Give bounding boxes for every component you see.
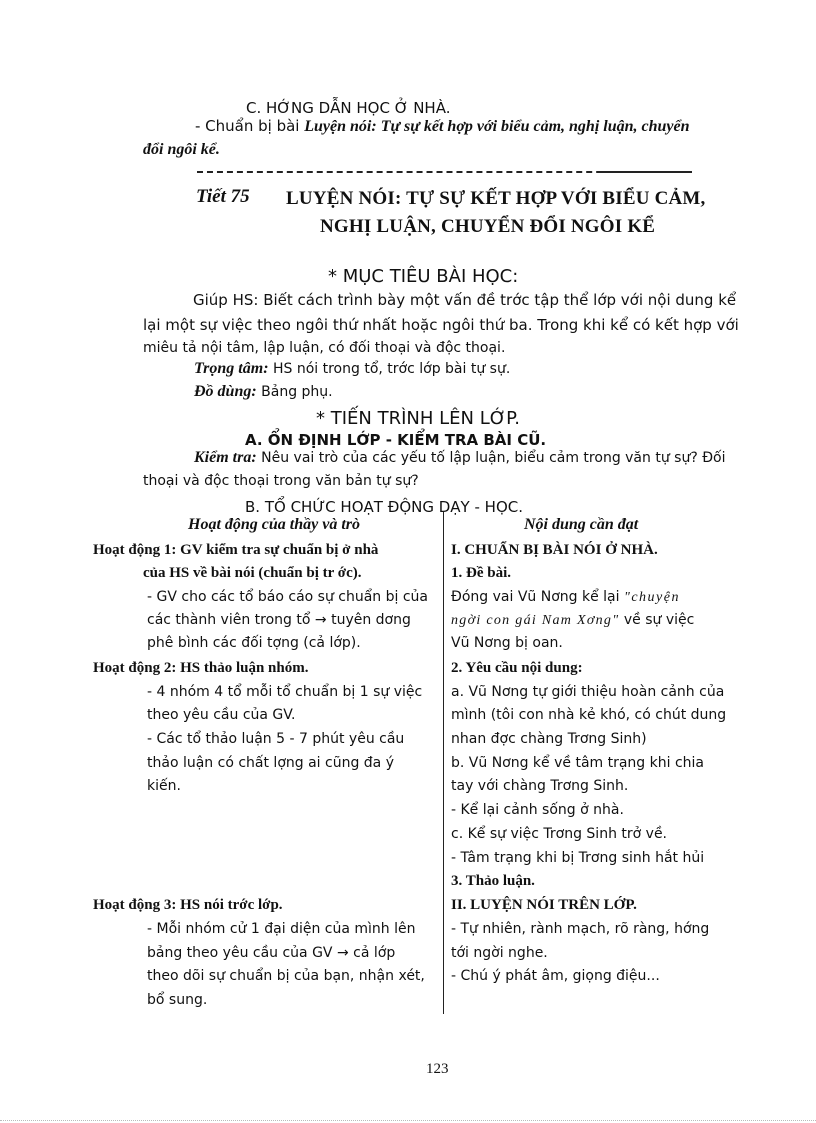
- right-2-line-4: b. Vũ Nơng kể về tâm trạng khi chia: [451, 755, 705, 771]
- section-a-heading: A. ỔN ĐỊNH LỚP - KIỂM TRA BÀI CŨ.: [245, 431, 547, 449]
- section-b-heading: B. TỔ CHỨC HOẠT ĐỘNG DẠY - HỌC.: [245, 498, 523, 516]
- check-label: Kiểm tra:: [194, 449, 257, 466]
- activity-1-line-2a: các thành viên trong tổ: [147, 612, 315, 628]
- focus-label: Trọng tâm:: [194, 360, 269, 377]
- right-2-line-1: a. Vũ Nơng tự giới thiệu hoàn cảnh của: [451, 684, 725, 700]
- right-1-line-1a: Đóng vai Vũ Nơng kể lại: [451, 589, 624, 605]
- prep-line-1: [195, 117, 690, 136]
- check-line-2: thoại và độc thoại trong văn bản tự sự?: [143, 473, 419, 489]
- page-number: 123: [426, 1061, 449, 1077]
- right-section-1-title: I. CHUẨN BỊ BÀI NÓI Ở NHÀ.: [451, 542, 658, 558]
- right-1-line-2a: ngời con gái Nam Xơng": [451, 613, 620, 628]
- activity-1-line-2: [147, 612, 411, 628]
- right-1-line-3: Vũ Nơng bị oan.: [451, 635, 563, 651]
- lesson-title-line-1: LUYỆN NÓI: TỰ SỰ KẾT HỢP VỚI BIỂU CẢM,: [286, 188, 706, 209]
- lesson-title-line-2: NGHỊ LUẬN, CHUYỂN ĐỔI NGÔI KỂ: [320, 216, 656, 237]
- activity-2-line-3: - Các tổ thảo luận 5 - 7 phút yêu cầu: [147, 731, 405, 747]
- objectives-line-1: Giúp HS: Biết cách trình bày một vấn đề trớc tập thể lớp với nội dung kể: [193, 291, 737, 309]
- right-2-line-3: nhan đợc chàng Trơng Sinh): [451, 731, 647, 747]
- tools-label: Đồ dùng:: [194, 383, 257, 400]
- activity-1-line-2b: tuyên dơng: [326, 612, 411, 628]
- right-1-line-1b: "chuyện: [623, 590, 680, 605]
- activity-3-line-1: - Mỗi nhóm cử 1 đại diện của mình lên: [147, 921, 416, 937]
- activity-2-line-4: thảo luận có chất lợng ai cũng đa ý: [147, 755, 394, 771]
- right-section-4-title: II. LUYỆN NÓI TRÊN LỚP.: [451, 897, 637, 913]
- activity-2-title: Hoạt động 2: HS thảo luận nhóm.: [93, 660, 309, 676]
- activity-2-line-1: - 4 nhóm 4 tổ mỗi tổ chuẩn bị 1 sự việc: [147, 684, 423, 700]
- activity-3-line-2a: bảng theo yêu cầu của GV: [147, 945, 337, 961]
- check-line-1: [194, 449, 726, 467]
- activity-3-line-4: bổ sung.: [147, 992, 208, 1008]
- section-c-heading: C. HỚNG DẪN HỌC Ở NHÀ.: [246, 99, 451, 117]
- right-1-line-1: [451, 589, 680, 606]
- activity-3-line-2b: cả lớp: [348, 945, 396, 961]
- objectives-line-2: lại một sự việc theo ngôi thứ nhất hoặc ngôi thứ ba. Trong khi kể có kết hợp với: [143, 316, 739, 334]
- tools-line: [194, 383, 333, 401]
- right-2-line-7: c. Kể sự việc Trơng Sinh trở về.: [451, 826, 668, 842]
- arrow-right-icon: →: [336, 945, 349, 961]
- activity-3-title: Hoạt động 3: HS nói trớc lớp.: [93, 897, 283, 913]
- right-1-line-2: [451, 612, 694, 629]
- col-right-header: Nội dung cần đạt: [524, 516, 639, 533]
- right-4-line-1: - Tự nhiên, rành mạch, rõ ràng, hớng: [451, 921, 710, 937]
- objectives-heading: * MỤC TIÊU BÀI HỌC:: [328, 266, 519, 287]
- objectives-line-3: miêu tả nội tâm, lập luận, có đối thoại và độc thoại.: [143, 340, 506, 356]
- right-4-line-2: tới ngời nghe.: [451, 945, 548, 961]
- activity-3-line-2: [147, 945, 395, 961]
- right-section-3-sub: 3. Thảo luận.: [451, 873, 535, 889]
- focus-text: HS nói trong tổ, trớc lớp bài tự sự.: [268, 361, 511, 377]
- check-text: Nêu vai trò của các yếu tố lập luận, biểu cảm trong văn tự sự? Đối: [256, 450, 726, 466]
- right-1-line-2b: về sự việc: [619, 612, 695, 628]
- tools-text: Bảng phụ.: [256, 384, 333, 400]
- activity-1-title-2: của HS về bài nói (chuẩn bị tr ớc).: [143, 565, 362, 581]
- focus-line: [194, 360, 510, 378]
- col-left-header: Hoạt động của thầy và trò: [188, 516, 361, 533]
- activity-1-line-3: phê bình các đối tợng (cả lớp).: [147, 635, 361, 651]
- arrow-right-icon: →: [314, 612, 327, 628]
- lesson-number: Tiết 75: [196, 186, 250, 207]
- prep-prefix: - Chuẩn bị bài: [195, 117, 305, 135]
- prep-title-line-1: Luyện nói: Tự sự kết hợp với biểu cảm, nghị luận, chuyển: [304, 118, 690, 135]
- activity-2-line-5: kiến.: [147, 778, 181, 794]
- divider-solid: [600, 171, 692, 173]
- activity-3-line-3: theo dõi sự chuẩn bị của bạn, nhận xét,: [147, 968, 425, 984]
- right-2-line-8: - Tâm trạng khi bị Trơng sinh hắt hủi: [451, 850, 705, 866]
- right-4-line-3: - Chú ý phát âm, giọng điệu...: [451, 968, 660, 984]
- right-2-line-2: mình (tôi con nhà kẻ khó, có chút dung: [451, 707, 727, 723]
- activity-1-line-1: - GV cho các tổ báo cáo sự chuẩn bị của: [147, 589, 429, 605]
- activity-1-title-1: Hoạt động 1: GV kiểm tra sự chuẩn bị ở nhà: [93, 542, 379, 558]
- right-2-line-6: - Kể lại cảnh sống ở nhà.: [451, 802, 624, 818]
- prep-title-line-2: đổi ngôi kể.: [143, 141, 220, 158]
- activity-2-line-2: theo yêu cầu của GV.: [147, 707, 296, 723]
- process-heading: * TIẾN TRÌNH LÊN LỚP.: [316, 408, 520, 429]
- right-2-line-5: tay với chàng Trơng Sinh.: [451, 778, 629, 794]
- right-section-2-sub: 2. Yêu cầu nội dung:: [451, 660, 583, 676]
- footer-dotted-line: [0, 1120, 816, 1121]
- column-divider: [443, 512, 444, 1014]
- right-section-1-sub: 1. Đề bài.: [451, 565, 511, 581]
